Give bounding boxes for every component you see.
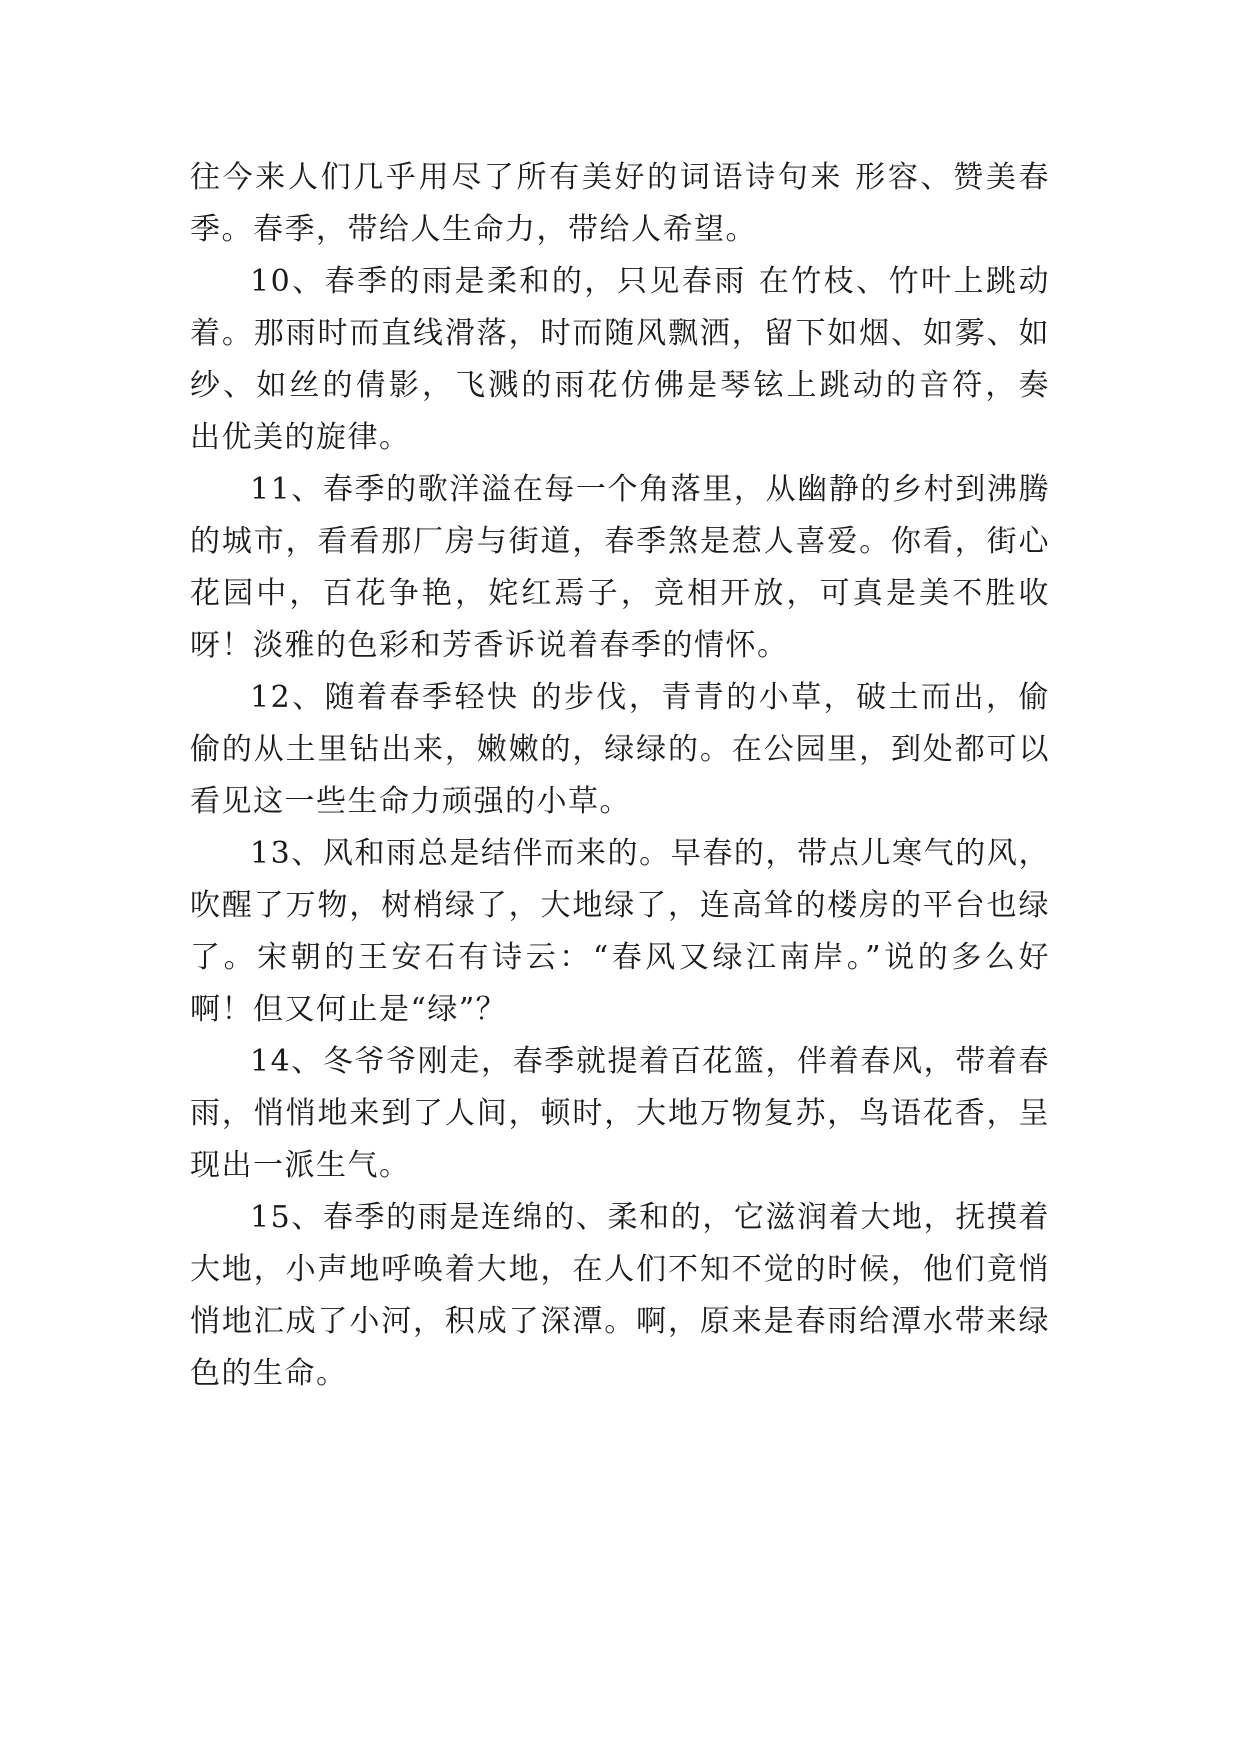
paragraph-11: 11、春季的歌洋溢在每一个角落里，从幽静的乡村到沸腾的城市，看看那厂房与街道，春季煞是惹人喜爱。你看，街心花园中，百花争艳，姹红焉子，竞相开放，可真是美不胜收呀！淡雅的色彩和芳香诉说着春季的情怀。 (190, 472, 1050, 663)
paragraph-intro: 往今来人们几乎用尽了所有美好的词语诗句来 形容、赞美春季。春季，带给人生命力，带给人希望。 (190, 160, 1050, 247)
document-body (190, 152, 1050, 1400)
paragraph-15: 15、春季的雨是连绵的、柔和的，它滋润着大地，抚摸着大地，小声地呼唤着大地，在人们不知不觉的时候，他们竟悄悄地汇成了小河，积成了深潭。啊，原来是春雨给潭水带来绿色的生命。 (190, 1200, 1050, 1391)
paragraph-14: 14、冬爷爷刚走，春季就提着百花篮，伴着春风，带着春雨，悄悄地来到了人间，顿时，大地万物复苏，鸟语花香，呈现出一派生气。 (190, 1044, 1050, 1183)
paragraph-13: 13、风和雨总是结伴而来的。早春的，带点儿寒气的风，吹醒了万物，树梢绿了，大地绿了，连高耸的楼房的平台也绿了。宋朝的王安石有诗云：“春风又绿江南岸。”说的多么好啊！但又何止是“绿”？ (190, 836, 1050, 1027)
paragraph-12: 12、随着春季轻快 的步伐，青青的小草，破土而出，偷偷的从土里钻出来，嫩嫩的，绿绿的。在公园里，到处都可以看见这一些生命力顽强的小草。 (190, 680, 1050, 819)
paragraph-10: 10、春季的雨是柔和的，只见春雨 在竹枝、竹叶上跳动着。那雨时而直线滑落，时而随风飘洒，留下如烟、如雾、如纱、如丝的倩影，飞溅的雨花仿佛是琴铉上跳动的音符，奏 出优美的旋律。 (190, 264, 1050, 455)
